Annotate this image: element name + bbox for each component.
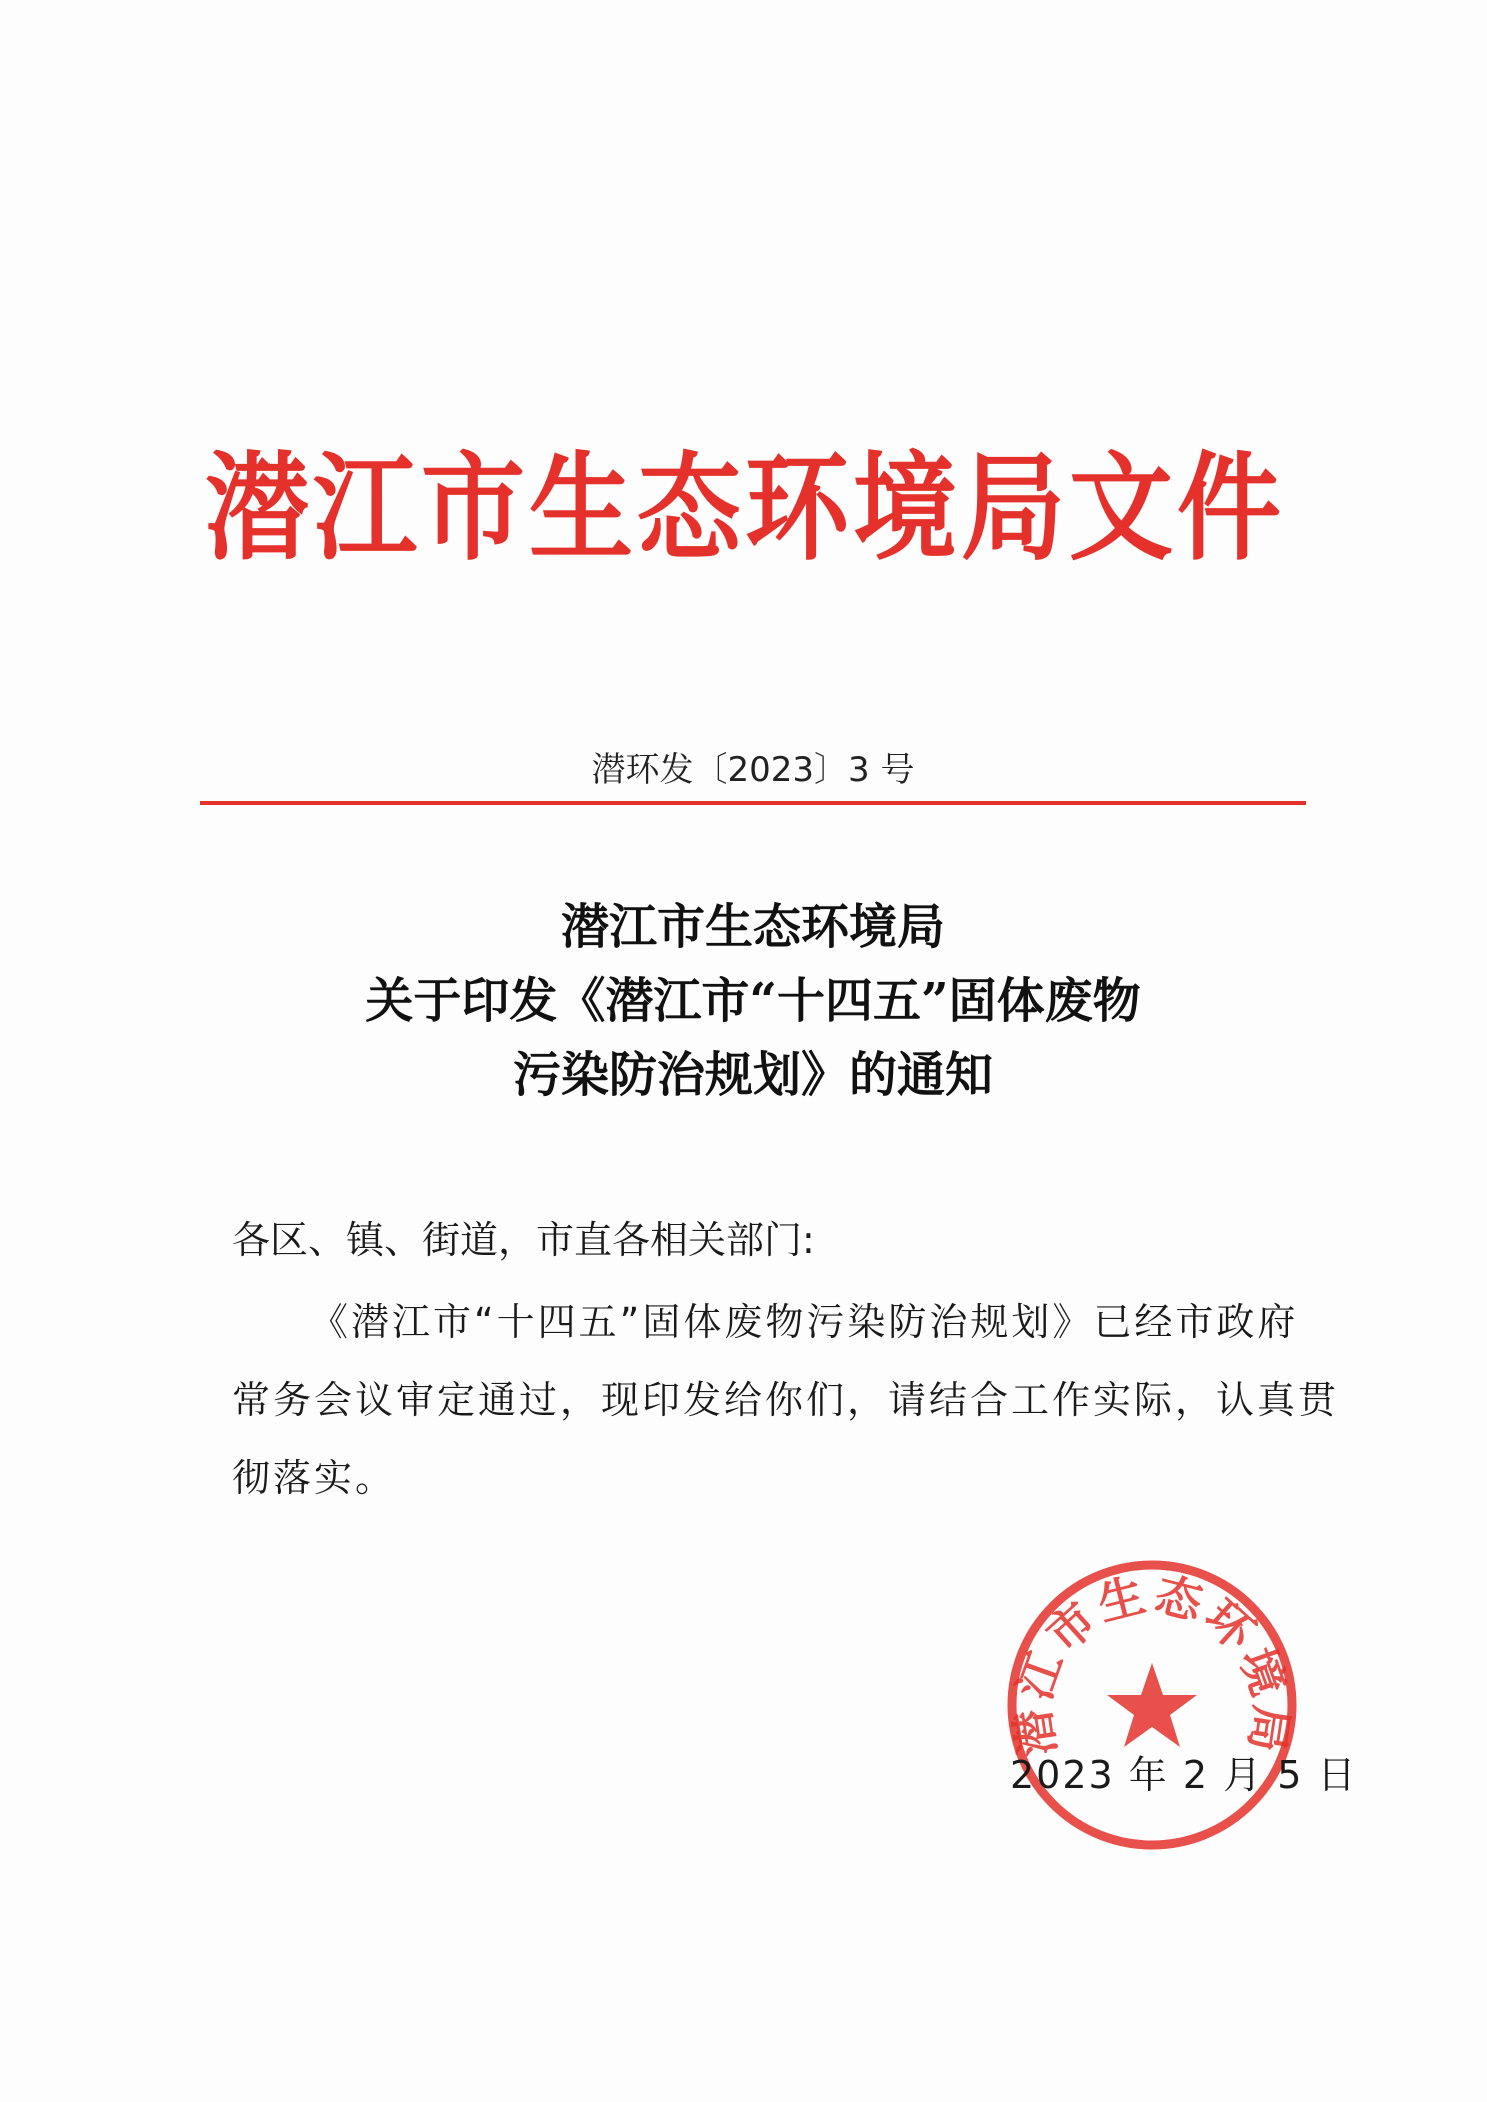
body-line-3: 彻落实。 (232, 1456, 397, 1500)
title-line-2: 关于印发《潜江市“十四五”固体废物 (365, 973, 1141, 1029)
title-line-1: 潜江市生态环境局 (560, 899, 945, 955)
star-icon (1107, 1663, 1197, 1747)
notice-title (200, 890, 1306, 1112)
official-seal (1002, 1555, 1302, 1855)
red-divider (200, 801, 1306, 805)
seal-text: 潜江市生态环境局 (1004, 1566, 1300, 1760)
salutation: 各区、镇、街道，市直各相关部门: (232, 1218, 815, 1262)
title-line-3: 污染防治规划》的通知 (512, 1047, 993, 1103)
masthead-title: 潜江市生态环境局文件 (204, 438, 1285, 577)
body-line-2: 常务会议审定通过，现印发给你们，请结合工作实际，认真贯 (232, 1378, 1340, 1422)
body-line-1: 《潜江市“十四五”固体废物污染防治规划》已经市政府 (310, 1300, 1299, 1344)
body-paragraph (232, 1283, 1340, 1517)
issue-date: 2023 年 2 月 5 日 (1010, 1753, 1358, 1797)
document-number: 潜环发〔2023〕3 号 (591, 750, 915, 790)
